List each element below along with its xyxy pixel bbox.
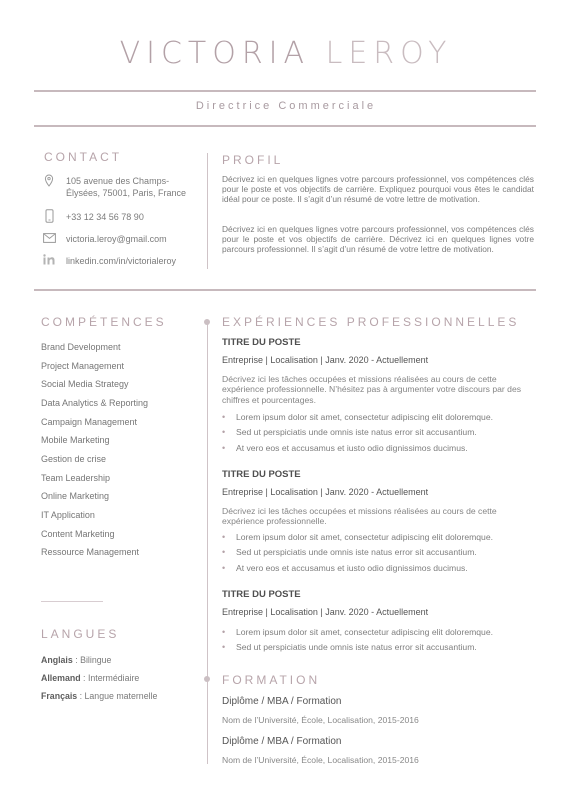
job-title: TITRE DU POSTE <box>222 589 301 600</box>
bullet-text: Lorem ipsum dolor sit amet, consectetur adipiscing elit doloremque. <box>236 412 493 422</box>
job-bullet <box>222 547 477 557</box>
skill-item: Ressource Management <box>41 547 140 557</box>
education-school: Nom de l’Université, École, Localisation, 2015-2016 <box>222 755 419 765</box>
address-text: 105 avenue des Champs-Élysées, 75001, Paris, France <box>66 176 187 198</box>
phone-icon <box>41 209 57 223</box>
profil-paragraph-1: Décrivez ici en quelques lignes votre parcours professionnel, vos compétences clés pour le poste et vos objectifs de carrière. Expliquez pourquoi vous êtes le candidat idéal pour ce poste. Il s’agit d’un résumé de votre lettre de motivation. <box>222 174 534 205</box>
language-item <box>41 655 111 665</box>
skill-item: Campaign Management <box>41 417 138 427</box>
skill-item: Team Leadership <box>41 473 111 483</box>
contact-title: CONTACT <box>44 150 123 164</box>
header-top-rule <box>34 90 536 92</box>
profil-divider <box>207 153 208 269</box>
job-bullet <box>222 412 493 422</box>
job-bullet <box>222 563 468 573</box>
job-bullet <box>222 443 468 453</box>
job-description: Décrivez ici les tâches occupées et missions réalisées au cours de cette expérience professionnelle. <box>222 506 497 527</box>
language-level: : Intermédiaire <box>80 673 140 683</box>
linkedin-icon <box>41 254 57 268</box>
job-meta: Entreprise | Localisation | Janv. 2020 - Actuellement <box>222 355 429 365</box>
timeline-dot-formation <box>204 676 210 682</box>
envelope-icon <box>41 233 57 247</box>
phone-text: +33 12 34 56 78 90 <box>66 212 144 222</box>
skill-item: IT Application <box>41 510 95 520</box>
skill-item: Brand Development <box>41 342 121 352</box>
bullet-dot-icon: • <box>222 412 226 422</box>
header-bottom-rule <box>34 125 536 127</box>
left-column-rule <box>41 601 103 602</box>
skill-item: Data Analytics & Reporting <box>41 398 149 408</box>
bullet-dot-icon: • <box>222 627 226 637</box>
contact-email[interactable] <box>41 233 226 247</box>
job-description: Décrivez ici les tâches occupées et missions réalisées au cours de cette expérience professionnelle. N’hésitez pas à argumenter votre discours par des chiffres et pourcentages. <box>222 374 522 405</box>
linkedin-text: linkedin.com/in/victorialeroy <box>66 256 177 266</box>
education-degree: Diplôme / MBA / Formation <box>222 736 342 747</box>
bullet-dot-icon: • <box>222 547 226 557</box>
skill-item: Content Marketing <box>41 529 115 539</box>
education-degree: Diplôme / MBA / Formation <box>222 696 342 707</box>
bullet-dot-icon: • <box>222 427 226 437</box>
bullet-text: Sed ut perspiciatis unde omnis iste natus error sit accusantium. <box>236 547 477 557</box>
profil-paragraph-2: Décrivez ici en quelques lignes votre parcours professionnel, vos compétences clés pour le poste et vos objectifs de carrière. Décrivez ici en quelques lignes votre parcours professionnel. Il s’agit d’un résumé de votre lettre de motivation. <box>222 224 534 255</box>
job-title: TITRE DU POSTE <box>222 469 301 480</box>
language-name: Français <box>41 691 78 701</box>
contact-linkedin[interactable] <box>41 254 226 268</box>
language-item <box>41 691 157 701</box>
skill-item: Social Media Strategy <box>41 379 129 389</box>
skill-item: Mobile Marketing <box>41 435 110 445</box>
profil-title: PROFIL <box>222 153 284 167</box>
job-bullet <box>222 627 493 637</box>
bullet-dot-icon: • <box>222 532 226 542</box>
profil-bottom-rule <box>34 289 536 291</box>
language-item <box>41 673 139 683</box>
skill-item: Project Management <box>41 361 125 371</box>
bullet-text: Lorem ipsum dolor sit amet, consectetur adipiscing elit doloremque. <box>236 532 493 542</box>
job-bullet <box>222 532 493 542</box>
bullet-text: At vero eos et accusamus et iusto odio dignissimos ducimus. <box>236 563 468 573</box>
education-school: Nom de l’Université, École, Localisation, 2015-2016 <box>222 715 419 725</box>
email-text: victoria.leroy@gmail.com <box>66 234 167 244</box>
bullet-text: At vero eos et accusamus et iusto odio dignissimos ducimus. <box>236 443 468 453</box>
job-bullet <box>222 642 477 652</box>
experiences-title: EXPÉRIENCES PROFESSIONNELLES <box>222 315 520 329</box>
bullet-dot-icon: • <box>222 642 226 652</box>
candidate-name <box>0 36 572 71</box>
bullet-text: Sed ut perspiciatis unde omnis iste natus error sit accusantium. <box>236 642 477 652</box>
contact-phone <box>41 209 196 223</box>
language-level: : Langue maternelle <box>77 691 158 701</box>
first-name: VICTORIA <box>119 36 311 71</box>
timeline-line <box>207 322 208 764</box>
language-name: Anglais <box>41 655 73 665</box>
bullet-dot-icon: • <box>222 563 226 573</box>
competences-title: COMPÉTENCES <box>41 315 167 329</box>
contact-address <box>41 174 196 199</box>
skill-item: Online Marketing <box>41 491 110 501</box>
language-name: Allemand <box>41 673 81 683</box>
job-title: TITRE DU POSTE <box>222 337 301 348</box>
bullet-dot-icon: • <box>222 443 226 453</box>
bullet-text: Sed ut perspiciatis unde omnis iste natus error sit accusantium. <box>236 427 477 437</box>
last-name: LEROY <box>325 36 453 71</box>
job-bullet <box>222 427 477 437</box>
skill-item: Gestion de crise <box>41 454 107 464</box>
timeline-dot-experiences <box>204 319 210 325</box>
bullet-text: Lorem ipsum dolor sit amet, consectetur adipiscing elit doloremque. <box>236 627 493 637</box>
job-meta: Entreprise | Localisation | Janv. 2020 - Actuellement <box>222 487 429 497</box>
job-role: Directrice Commerciale <box>195 100 377 112</box>
formation-title: FORMATION <box>222 673 321 687</box>
location-pin-icon <box>41 174 57 188</box>
language-level: : Bilingue <box>72 655 112 665</box>
job-meta: Entreprise | Localisation | Janv. 2020 - Actuellement <box>222 607 429 617</box>
langues-title: LANGUES <box>41 627 120 641</box>
